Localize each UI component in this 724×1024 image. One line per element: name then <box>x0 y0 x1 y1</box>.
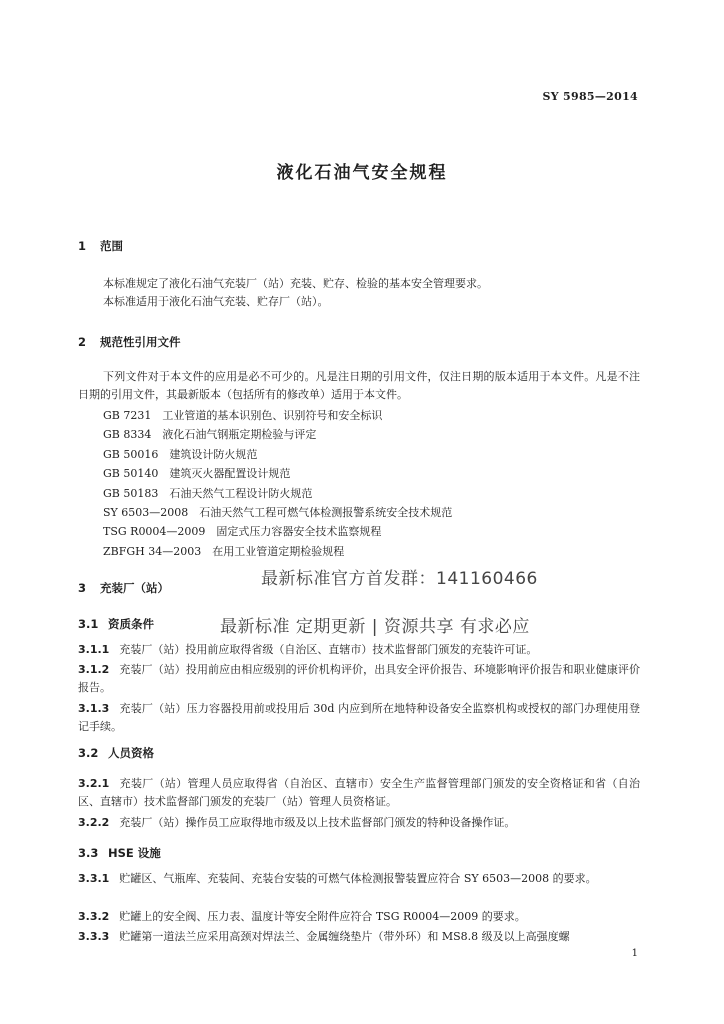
reference-item: GB 50140 建筑灭火器配置设计规范 <box>103 467 291 480</box>
clause-3-1-1 <box>78 641 640 659</box>
clause-3-1-3 <box>78 700 640 736</box>
section-title: 规范性引用文件 <box>100 335 181 349</box>
section-title: 人员资格 <box>108 746 154 760</box>
clause-text: 充装厂（站）投用前应由相应级别的评价机构评价，出具安全评价报告、环境影响评价报告和职业健康评价报告。 <box>78 663 640 694</box>
section-title: 范围 <box>100 239 123 253</box>
clause-text: 充装厂（站）压力容器投用前或投用后 30d 内应到所在地特种设备安全监察机构或授权的部门办理使用登记手续。 <box>78 702 640 733</box>
reference-item: GB 50016 建筑设计防火规范 <box>103 448 258 461</box>
reference-item: TSG R0004—2009 固定式压力容器安全技术监察规程 <box>103 525 382 538</box>
watermark-group-number: 最新标准官方首发群：141160466 <box>261 569 538 589</box>
page-number: 1 <box>631 948 638 959</box>
clause-text: 充装厂（站）管理人员应取得省（自治区、直辖市）安全生产监督管理部门颁发的安全资格证和省（自治区、直辖市）技术监督部门颁发的充装厂（站）管理人员资格证。 <box>78 777 640 808</box>
clause-3-2-2 <box>78 814 640 832</box>
clause-number: 3.1.2 <box>78 663 110 676</box>
section-title: HSE 设施 <box>108 846 161 860</box>
clause-number: 3.3.1 <box>78 872 110 885</box>
references-intro: 下列文件对于本文件的应用是必不可少的。凡是注日期的引用文件，仅注日期的版本适用于本文件。凡是不注日期的引用文件，其最新版本（包括所有的修改单）适用于本文件。 <box>78 370 640 401</box>
scope-line-2: 本标准适用于液化石油气充装、贮存厂（站）。 <box>103 295 329 308</box>
section-3-3-heading <box>78 845 161 861</box>
section-number: 2 <box>78 335 87 349</box>
clause-number: 3.3.3 <box>78 930 110 943</box>
section-2-heading <box>78 334 181 350</box>
clause-text: 充装厂（站）投用前应取得省级（自治区、直辖市）技术监督部门颁发的充装许可证。 <box>119 643 538 656</box>
section-3-heading <box>78 580 169 596</box>
clause-number: 3.2.1 <box>78 777 110 790</box>
reference-item: GB 8334 液化石油气钢瓶定期检验与评定 <box>103 428 317 441</box>
document-title: 液化石油气安全规程 <box>276 163 448 183</box>
reference-item: GB 50183 石油天然气工程设计防火规范 <box>103 487 313 500</box>
clause-3-3-3 <box>78 928 640 946</box>
standard-code: SY 5985—2014 <box>542 90 638 103</box>
clause-number: 3.3.2 <box>78 910 110 923</box>
section-number: 3.2 <box>78 746 99 760</box>
clause-3-2-1 <box>78 775 640 811</box>
clause-number: 3.1.3 <box>78 702 110 715</box>
clause-text: 贮罐上的安全阀、压力表、温度计等安全附件应符合 TSG R0004—2009 的要求。 <box>119 910 526 923</box>
clause-text: 充装厂（站）操作员工应取得地市级及以上技术监督部门颁发的特种设备操作证。 <box>119 816 516 829</box>
reference-item: SY 6503—2008 石油天然气工程可燃气体检测报警系统安全技术规范 <box>103 506 453 519</box>
section-number: 1 <box>78 239 87 253</box>
clause-text: 贮罐第一道法兰应采用高颈对焊法兰、金属缠绕垫片（带外环）和 MS8.8 级及以上高强度螺 <box>119 930 570 943</box>
section-number: 3.3 <box>78 846 99 860</box>
section-title: 资质条件 <box>108 617 154 631</box>
section-number: 3.1 <box>78 617 99 631</box>
scope-line-1: 本标准规定了液化石油气充装厂（站）充装、贮存、检验的基本安全管理要求。 <box>103 277 488 290</box>
section-3-1-heading <box>78 616 154 632</box>
section-1-heading <box>78 238 123 254</box>
clause-3-3-2 <box>78 908 640 926</box>
section-title: 充装厂（站） <box>100 581 169 595</box>
clause-number: 3.1.1 <box>78 643 110 656</box>
clause-number: 3.2.2 <box>78 816 110 829</box>
reference-item: ZBFGH 34—2003 在用工业管道定期检验规程 <box>103 545 345 558</box>
clause-text: 贮罐区、气瓶库、充装间、充装台安装的可燃气体检测报警装置应符合 SY 6503—2008 的要求。 <box>119 872 597 885</box>
section-3-2-heading <box>78 745 154 761</box>
watermark-slogan: 最新标准 定期更新 | 资源共享 有求必应 <box>220 617 530 637</box>
reference-item: GB 7231 工业管道的基本识别色、识别符号和安全标识 <box>103 409 383 422</box>
section-number: 3 <box>78 581 87 595</box>
clause-3-1-2 <box>78 661 640 697</box>
clause-3-3-1 <box>78 870 640 888</box>
